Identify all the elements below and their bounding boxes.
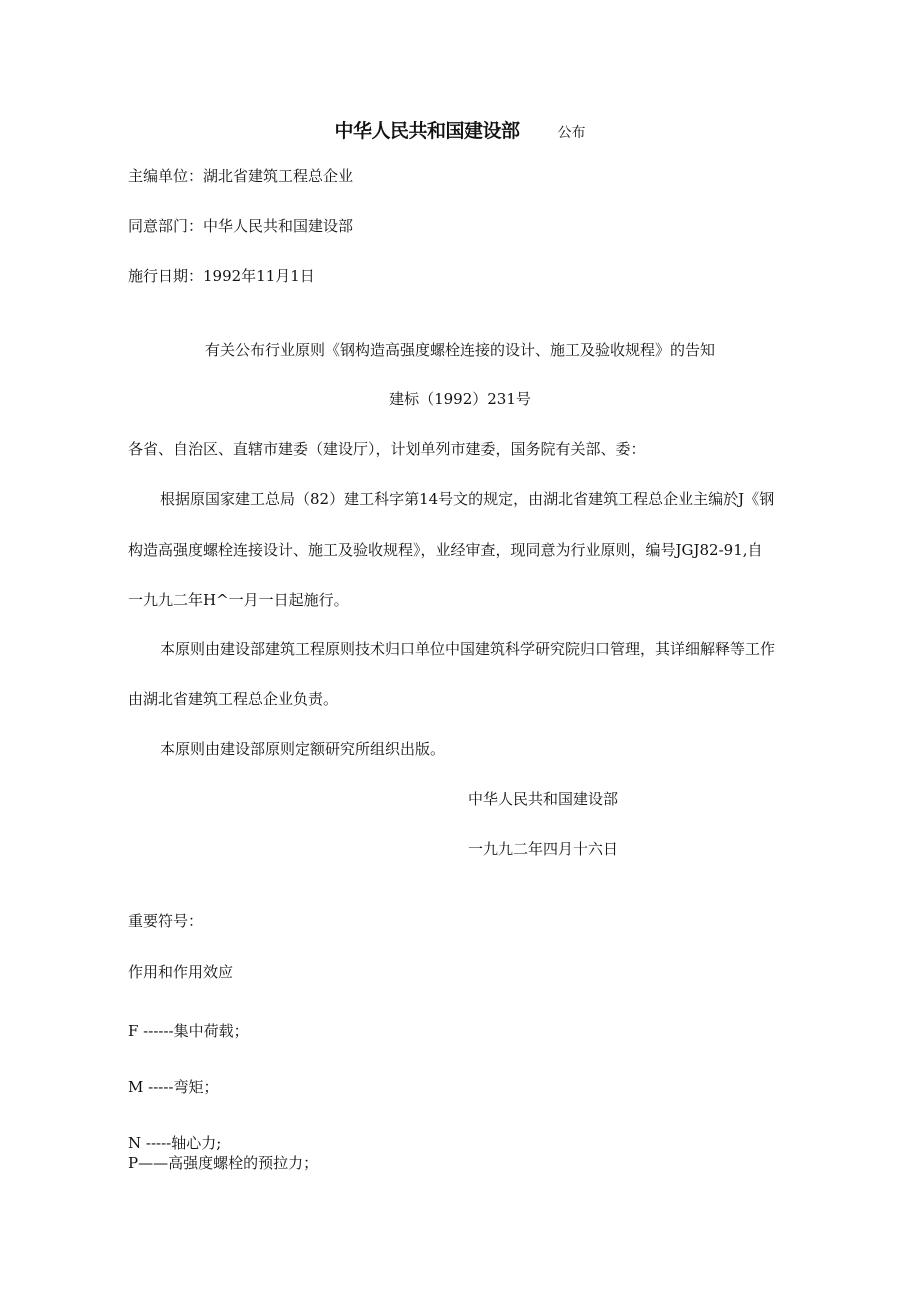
symbols-heading: 重要符号： <box>128 912 204 930</box>
paragraph-2-line-2: 由湖北省建筑工程总企业负责。 <box>128 690 339 708</box>
paragraph-3: 本原则由建设部原则定额研究所组织出版。 <box>160 740 446 758</box>
signature-date: 一九九二年四月十六日 <box>468 840 619 858</box>
paragraph-1-line-2: 构造高强度螺栓连接设计、施工及验收规程》，业经审查，现同意为行业原则，编号JGJ82-91,自 <box>128 541 763 559</box>
ministry-title: 中华人民共和国建设部 <box>334 120 520 142</box>
paragraph-1-line-3: 一九九二年H^一月一日起施行。 <box>128 591 349 609</box>
effective-date: 施行日期：1992年11月1日 <box>128 267 315 285</box>
symbol-item: P——高强度螺栓的预拉力； <box>128 1154 319 1172</box>
signature-organization: 中华人民共和国建设部 <box>468 790 619 808</box>
document-header <box>0 116 920 143</box>
symbols-subheading: 作用和作用效应 <box>128 963 234 981</box>
paragraph-2-line-1: 本原则由建设部建筑工程原则技术归口单位中国建筑科学研究院归口管理，其详细解释等工作 <box>160 640 776 658</box>
document-number: 建标（1992）231号 <box>389 390 531 408</box>
approving-department: 同意部门：中华人民共和国建设部 <box>128 217 354 235</box>
symbol-item: N -----轴心力; <box>128 1134 222 1152</box>
recipients: 各省、自治区、直辖市建委（建设厅），计划单列市建委，国务院有关部、委： <box>128 440 646 458</box>
paragraph-1-line-1: 根据原国家建工总局（82）建工科字第14号文的规定，由湖北省建筑工程总企业主编於J《钢 <box>160 490 775 508</box>
symbol-item: M -----弯矩； <box>128 1078 219 1096</box>
notice-title: 有关公布行业原则《钢构造高强度螺栓连接的设计、施工及验收规程》的告知 <box>204 341 715 359</box>
symbol-item: F ------集中荷载； <box>128 1022 249 1040</box>
editor-unit: 主编单位：湖北省建筑工程总企业 <box>128 167 354 185</box>
promulgated-label: 公布 <box>557 125 586 141</box>
